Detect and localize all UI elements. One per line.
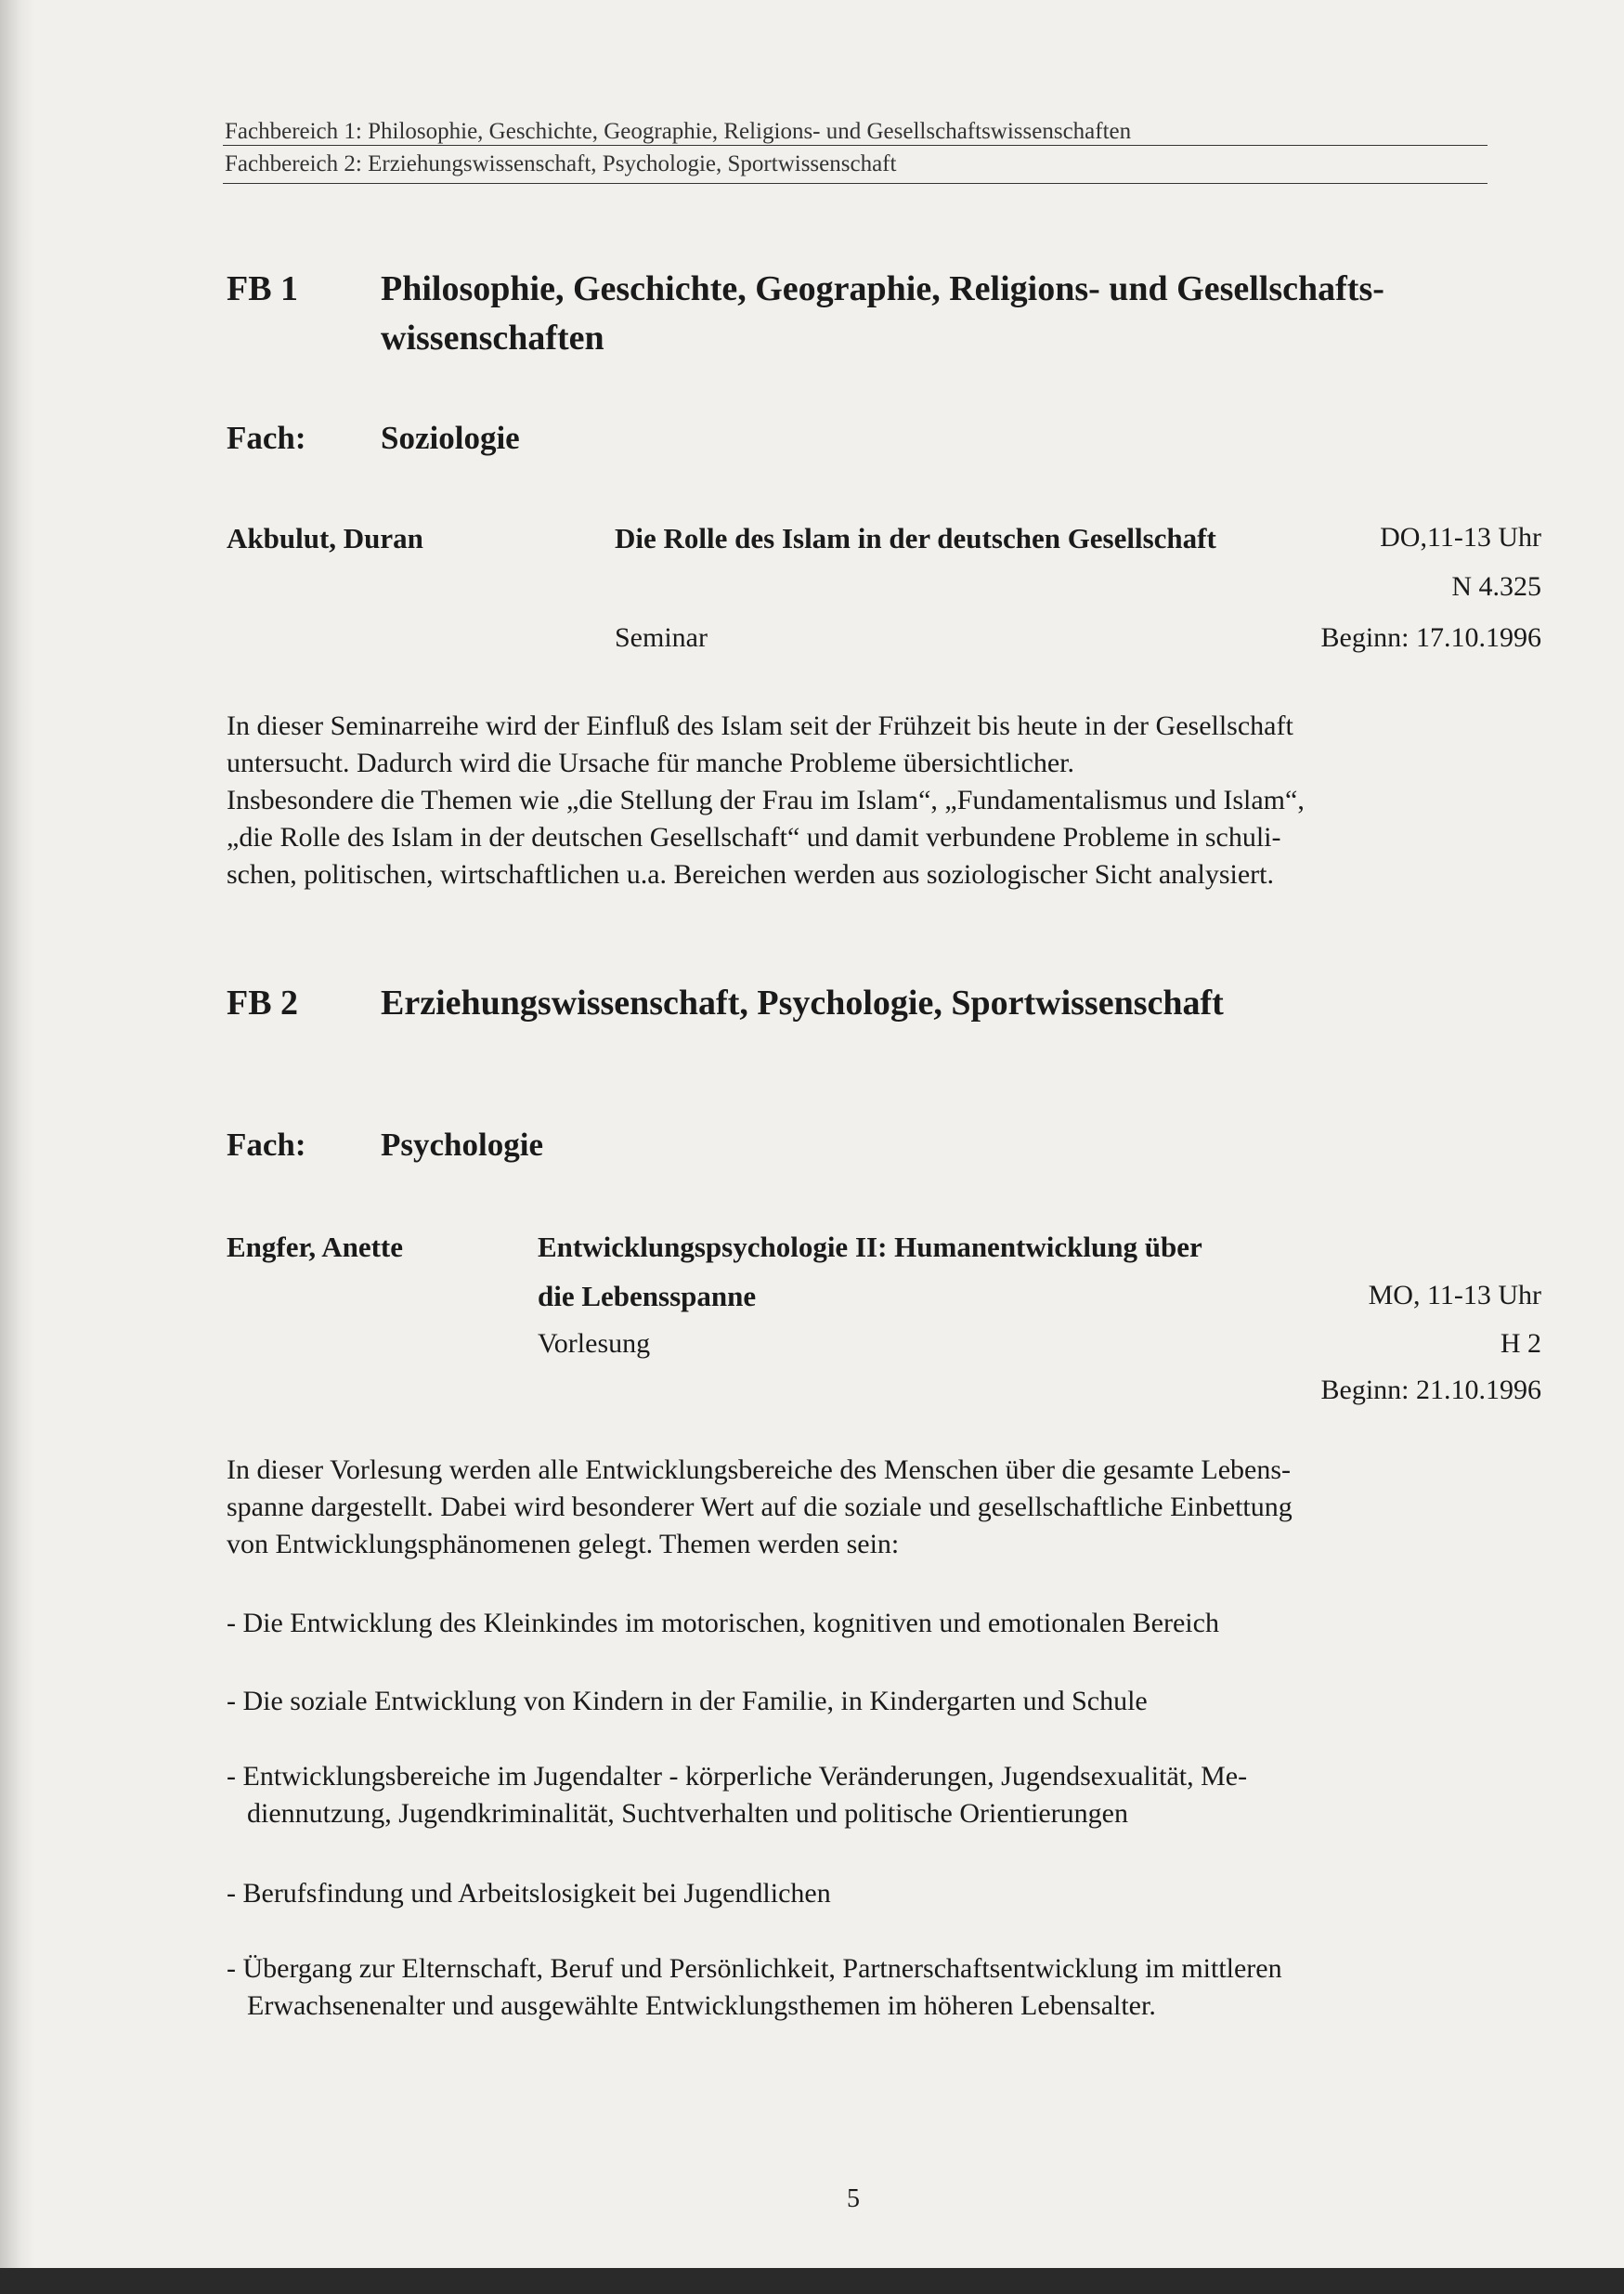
header-rule-2 xyxy=(223,183,1488,184)
topic-list-item xyxy=(227,1683,1148,1720)
description-line: untersucht. Dadurch wird die Ursache für manche Probleme übersichtlicher. xyxy=(227,748,1075,778)
description-line: In dieser Seminarreihe wird der Einfluß des Islam seit der Frühzeit bis heute in der Gesellschaft xyxy=(227,710,1293,741)
fb2-fach-value: Psychologie xyxy=(381,1127,543,1163)
fb1-title-line-2: wissenschaften xyxy=(381,319,604,358)
description-line: spanne dargestellt. Dabei wird besonderer Wert auf die soziale und gesellschaftliche Einbettung xyxy=(227,1492,1293,1522)
fb2-course-lecturer: Engfer, Anette xyxy=(227,1231,403,1263)
fb2-title: Erziehungswissenschaft, Psychologie, Sportwissenschaft xyxy=(381,984,1224,1023)
fb1-course-title: Die Rolle des Islam in der deutschen Gesellschaft xyxy=(615,522,1216,554)
fb1-course-type: Seminar xyxy=(615,622,708,653)
description-line: schen, politischen, wirtschaftlichen u.a. Bereichen werden aus soziologischer Sicht analysiert. xyxy=(227,859,1274,890)
topic-line: - Übergang zur Elternschaft, Beruf und Persönlichkeit, Partnerschaftsentwicklung im mittleren xyxy=(227,1953,1282,1984)
fb1-course-time: DO,11-13 Uhr xyxy=(1380,522,1541,553)
fb2-course-time: MO, 11-13 Uhr xyxy=(1368,1280,1541,1310)
topic-list-item xyxy=(227,1605,1219,1642)
fb1-course-room: N 4.325 xyxy=(1451,571,1541,602)
description-line: Insbesondere die Themen wie „die Stellung der Frau im Islam“, „Fundamentalismus und Islam“, xyxy=(227,785,1305,815)
topic-line: - Berufsfindung und Arbeitslosigkeit bei Jugendlichen xyxy=(227,1878,831,1909)
topic-line: Erwachsenenalter und ausgewählte Entwicklungsthemen im höheren Lebensalter. xyxy=(247,1990,1156,2021)
fb2-course-title-line-1: Entwicklungspsychologie II: Humanentwicklung über xyxy=(538,1231,1202,1263)
running-header-line-2: Fachbereich 2: Erziehungswissenschaft, Psychologie, Sportwissenschaft xyxy=(225,151,897,176)
fb1-course-description xyxy=(227,708,1486,893)
fb2-course-description xyxy=(227,1452,1486,1563)
page-edge-shadow xyxy=(0,0,35,2294)
topic-line: diennutzung, Jugendkriminalität, Suchtverhalten und politische Orientierungen xyxy=(247,1798,1128,1829)
fb2-course-start: Beginn: 21.10.1996 xyxy=(1320,1375,1541,1405)
description-line: In dieser Vorlesung werden alle Entwicklungsbereiche des Menschen über die gesamte Lebens- xyxy=(227,1454,1292,1485)
fb1-course-lecturer: Akbulut, Duran xyxy=(227,522,423,554)
fb2-code: FB 2 xyxy=(227,984,299,1023)
fb2-fach-label: Fach: xyxy=(227,1127,306,1163)
fb2-course-room: H 2 xyxy=(1500,1328,1541,1359)
fb1-fach-value: Soziologie xyxy=(381,420,520,456)
description-line: „die Rolle des Islam in der deutschen Gesellschaft“ und damit verbundene Probleme in schuli- xyxy=(227,822,1281,853)
fb1-fach-label: Fach: xyxy=(227,420,306,456)
topic-list-item xyxy=(227,1875,831,1912)
fb1-course-start: Beginn: 17.10.1996 xyxy=(1320,622,1541,653)
page-number: 5 xyxy=(847,2184,860,2213)
topic-line: - Entwicklungsbereiche im Jugendalter - körperliche Veränderungen, Jugendsexualität, Me- xyxy=(227,1761,1248,1792)
header-rule-1 xyxy=(223,145,1488,146)
topic-line: - Die Entwicklung des Kleinkindes im motorischen, kognitiven und emotionalen Bereich xyxy=(227,1608,1219,1638)
description-line: von Entwicklungsphänomenen gelegt. Themen werden sein: xyxy=(227,1529,900,1559)
fb1-title-line-1: Philosophie, Geschichte, Geographie, Religions- und Gesellschafts- xyxy=(381,269,1384,308)
topic-line: - Die soziale Entwicklung von Kindern in der Familie, in Kindergarten und Schule xyxy=(227,1686,1148,1716)
fb1-code: FB 1 xyxy=(227,269,299,308)
fb2-course-type: Vorlesung xyxy=(538,1328,651,1359)
topic-list-item xyxy=(227,1950,1282,2025)
running-header-line-1: Fachbereich 1: Philosophie, Geschichte, Geographie, Religions- und Gesellschaftswissenschaften xyxy=(225,119,1132,144)
fb2-course-title-line-2: die Lebensspanne xyxy=(538,1280,757,1312)
topic-list-item xyxy=(227,1758,1247,1832)
scan-bottom-edge xyxy=(0,2268,1624,2294)
